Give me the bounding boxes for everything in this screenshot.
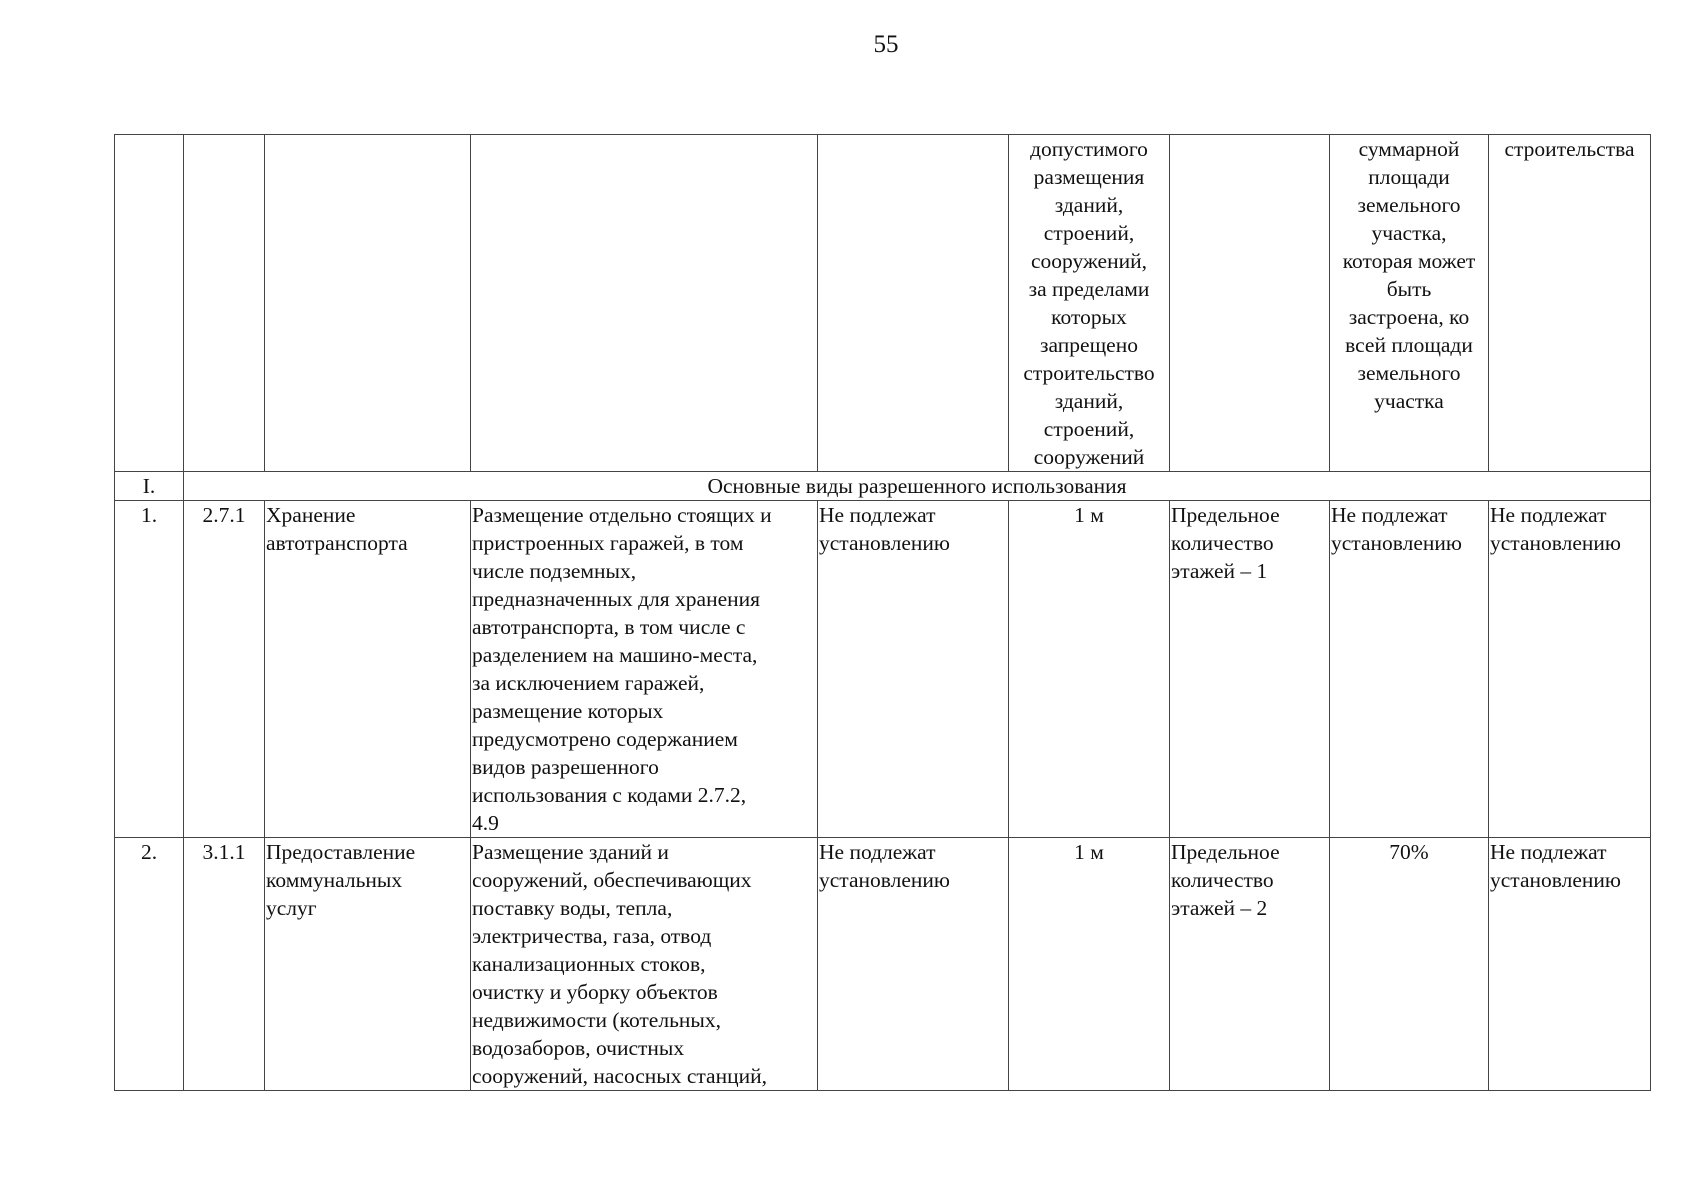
header-cell-empty (471, 135, 818, 472)
land-use-regulations-table (114, 134, 1651, 1091)
header-cell-empty (184, 135, 265, 472)
row-description: Размещение отдельно стоящих и пристроенных гаражей, в том числе подземных, предназначенных для хранения автотранспорта, в том числе с разделением на машино-места, за исключением гаражей, размещение которых предусмотрено содержанием видов разрешенного использования с кодами 2.7.2, 4.9 (471, 501, 818, 838)
row-max-coverage: 70% (1330, 838, 1489, 1091)
section-number: I. (115, 472, 184, 501)
header-cell-empty (115, 135, 184, 472)
section-title: Основные виды разрешенного использования (184, 472, 1651, 501)
row-plot-size: Не подлежат установлению (818, 838, 1009, 1091)
row-code: 3.1.1 (184, 838, 265, 1091)
row-name: Предоставление коммунальных услуг (265, 838, 471, 1091)
row-description: Размещение зданий и сооружений, обеспечивающих поставку воды, тепла, электричества, газа, отвод канализационных стоков, очистку и уборку объектов недвижимости (котельных, водозаборов, очистных сооружений, насосных станций, (471, 838, 818, 1091)
row-name: Хранение автотранспорта (265, 501, 471, 838)
row-other: Не подлежат установлению (1489, 501, 1651, 838)
header-cell-empty (818, 135, 1009, 472)
row-number: 2. (115, 838, 184, 1091)
table-row (115, 501, 1651, 838)
row-other: Не подлежат установлению (1489, 838, 1651, 1091)
table-row (115, 838, 1651, 1091)
header-cell-empty (265, 135, 471, 472)
header-max-coverage: суммарной площади земельного участка, которая может быть застроена, ко всей площади земельного участка (1330, 135, 1489, 472)
row-floors: Предельное количество этажей – 1 (1170, 501, 1330, 838)
header-other: строительства (1489, 135, 1651, 472)
section-row (115, 472, 1651, 501)
row-number: 1. (115, 501, 184, 838)
row-code: 2.7.1 (184, 501, 265, 838)
row-plot-size: Не подлежат установлению (818, 501, 1009, 838)
continued-header-row (115, 135, 1651, 472)
row-floors: Предельное количество этажей – 2 (1170, 838, 1330, 1091)
header-min-setback: допустимого размещения зданий, строений, сооружений, за пределами которых запрещено строительство зданий, строений, сооружений (1009, 135, 1170, 472)
row-max-coverage: Не подлежат установлению (1330, 501, 1489, 838)
row-min-setback: 1 м (1009, 838, 1170, 1091)
header-cell-empty (1170, 135, 1330, 472)
page-number: 55 (873, 31, 899, 58)
row-min-setback: 1 м (1009, 501, 1170, 838)
